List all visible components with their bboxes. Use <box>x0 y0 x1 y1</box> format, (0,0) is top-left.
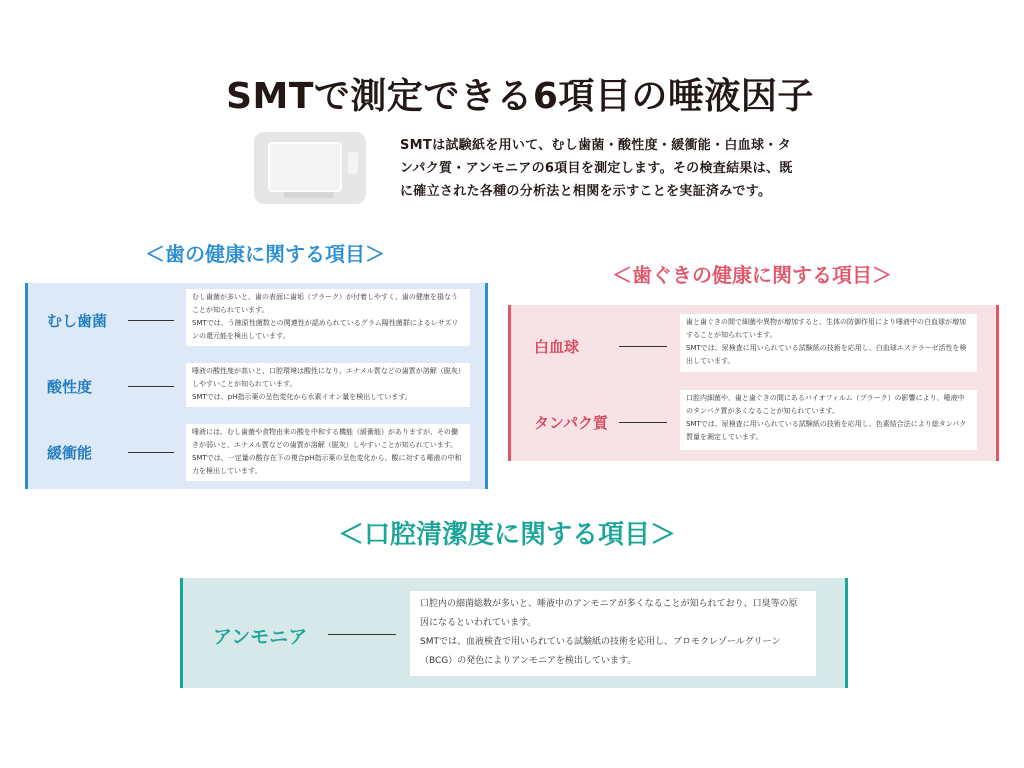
panel-border-right <box>845 578 848 688</box>
description-line: 口腔内細菌や、歯と歯ぐきの間にあるバイオフィルム（プラーク）の影響により、唾液中のタンパク質が多くなることが知られています。 <box>686 394 965 415</box>
description-ammonia <box>410 591 816 676</box>
connector-line <box>619 346 667 347</box>
description-line: むし歯菌が多いと、歯の表面に歯垢（プラーク）が付着しやすく、歯の健康を損なうことが知られています。 <box>192 293 458 314</box>
section-heading-oral-cleanliness: ＜口腔清潔度に関する項目＞ <box>338 520 677 550</box>
description-line: 歯と歯ぐきの間で細菌や異物が増加すると、生体の防御作用により唾液中の白血球が増加することが知られています。 <box>686 318 966 339</box>
page-title: SMTで測定できる6項目の唾液因子 <box>226 76 814 117</box>
description-cavity-bacteria <box>186 289 470 346</box>
description-line: SMTでは、う蝕原性菌数との関連性が認められているグラム陽性菌群によるレサズリンの還元能を検出しています。 <box>192 319 459 340</box>
description-line: SMTでは、尿検査に用いられている試験紙の技術を応用し、色素結合法により総タンパク質量を測定しています。 <box>686 420 967 441</box>
description-white-blood-cells <box>680 314 977 372</box>
item-label-protein: タンパク質 <box>534 414 608 432</box>
panel-border-left <box>508 305 511 461</box>
panel-oral-cleanliness <box>180 578 848 688</box>
smt-device-illustration <box>254 132 366 204</box>
section-heading-teeth: ＜歯の健康に関する項目＞ <box>145 242 385 266</box>
description-buffer-capacity <box>186 424 470 481</box>
connector-line <box>328 634 396 635</box>
connector-line <box>128 320 174 321</box>
description-protein <box>680 390 977 450</box>
connector-line <box>128 452 174 453</box>
item-label-cavity-bacteria: むし歯菌 <box>47 312 108 330</box>
description-line: 口腔内の細菌総数が多いと、唾液中のアンモニアが多くなることが知られており、口臭等の原因になるといわれています。 <box>420 599 798 628</box>
item-label-acidity: 酸性度 <box>47 378 93 396</box>
description-line: SMTでは、尿検査に用いられている試験紙の技術を応用し、白血球エステラーゼ活性を検出しています。 <box>686 344 967 365</box>
device-screen <box>268 142 342 192</box>
section-heading-gums: ＜歯ぐきの健康に関する項目＞ <box>612 263 892 287</box>
description-acidity <box>186 363 470 407</box>
intro-text: SMTは試験紙を用いて、むし歯菌・酸性度・緩衝能・白血球・タンパク質・アンモニアの6項目を測定します。その検査結果は、既に確立された各種の分析法と相関を示すことを実証済みです。 <box>400 138 793 199</box>
connector-line <box>128 386 174 387</box>
description-line: 唾液の酸性度が高いと、口腔環境は酸性になり、エナメル質などの歯質が溶解（脱灰）しやすいことが知られています。 <box>192 367 462 388</box>
item-label-buffer-capacity: 緩衝能 <box>47 444 93 462</box>
device-slot <box>284 192 334 198</box>
description-line: SMTでは、一定量の酸存在下の複合pH指示薬の呈色変化から、酸に対する唾液の中和力を検出しています。 <box>192 454 462 475</box>
connector-line <box>619 422 667 423</box>
description-line: 唾液には、むし歯菌や食物由来の酸を中和する機能（緩衝能）がありますが、その働きが弱いと、エナメル質などの歯質が溶解（脱灰）しやすいことが知られています。 <box>192 428 458 449</box>
description-line: SMTでは、血液検査で用いられている試験紙の技術を応用し、ブロモクレゾールグリーン（BCG）の発色によりアンモニアを検出しています。 <box>420 637 781 666</box>
panel-gums <box>508 305 999 461</box>
device-button <box>348 152 358 174</box>
description-line: SMTでは、pH指示薬の呈色変化から水素イオン量を検出しています。 <box>192 393 412 401</box>
item-label-white-blood-cells: 白血球 <box>534 338 580 356</box>
panel-teeth <box>25 283 488 489</box>
panel-border-left <box>180 578 183 688</box>
panel-border-right <box>485 283 488 489</box>
panel-border-left <box>25 283 28 489</box>
panel-border-right <box>996 305 999 461</box>
item-label-ammonia: アンモニア <box>213 626 308 648</box>
